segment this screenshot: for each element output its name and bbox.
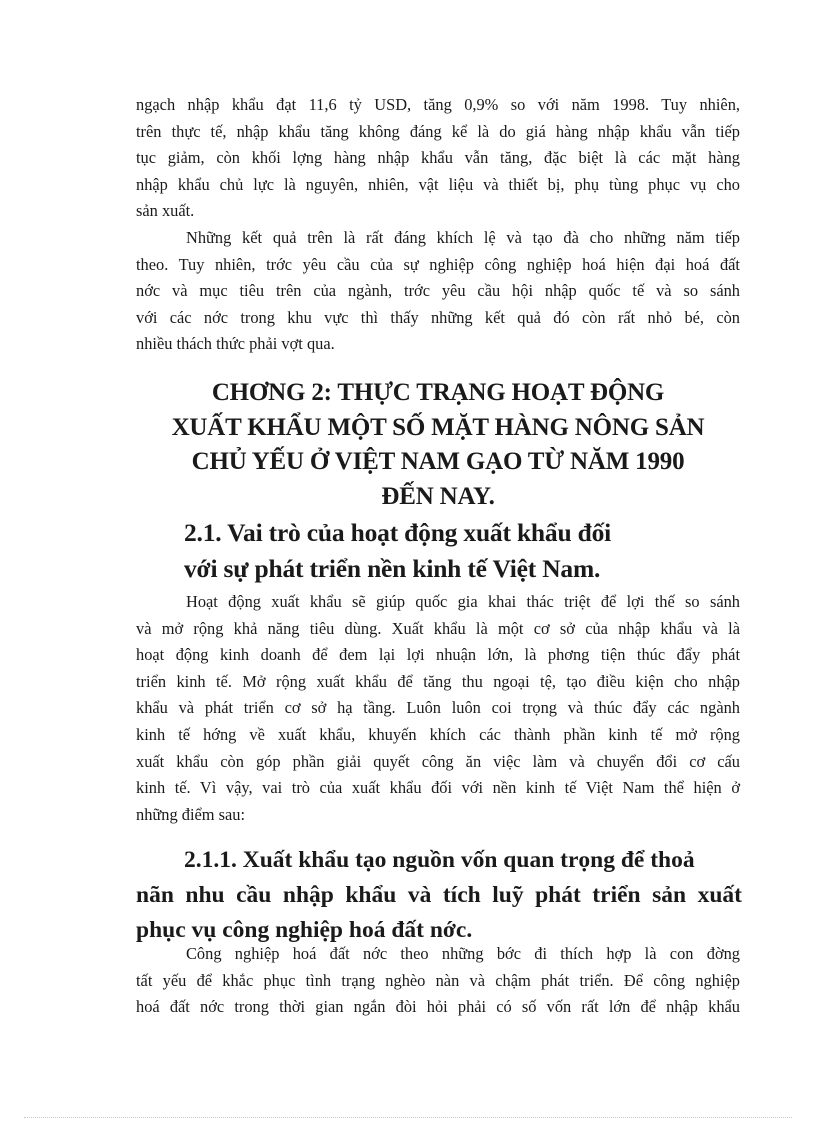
- page-bottom-divider: [24, 1117, 792, 1118]
- paragraph-import-figures: [136, 92, 740, 225]
- chapter-title-line: XUẤT KHẨU MỘT SỐ MẶT HÀNG NÔNG SẢN: [171, 413, 705, 441]
- section-heading-2-1-1: [136, 843, 742, 948]
- text-line: hoạt động kinh doanh để đem lại lợi nhuận lớn, là phơng tiện thúc đẩy phát: [136, 645, 740, 665]
- text-line: trên thực tế, nhập khẩu tăng không đáng kể là do giá hàng nhập khẩu vẫn tiếp: [136, 121, 740, 141]
- chapter-title: [120, 376, 756, 514]
- text-line: nhiều thách thức phải vợt qua.: [136, 334, 335, 354]
- heading-line: phục vụ công nghiệp hoá đất nớc.: [136, 917, 473, 943]
- text-line: khẩu và phát triển cơ sở hạ tầng. Luôn luôn coi trọng và thúc đẩy các ngành: [136, 698, 740, 718]
- text-line: Hoạt động xuất khẩu sẽ giúp quốc gia khai thác triệt để lợi thế so sánh: [186, 592, 740, 611]
- text-line: theo. Tuy nhiên, trớc yêu cầu của sự nghiệp công nghiệp hoá hiện đại hoá đất: [136, 254, 740, 274]
- text-line: hoá đất nớc trong thời gian ngắn đòi hỏi phải có số vốn rất lớn để nhập khẩu: [136, 997, 740, 1017]
- text-line: những điểm sau:: [136, 804, 246, 824]
- text-line: Công nghiệp hoá đất nớc theo những bớc đi thích hợp là con đờng: [186, 944, 740, 963]
- text-line: kinh tế hớng về xuất khẩu, khuyến khích các thành phần kinh tế mở rộng: [136, 724, 740, 744]
- paragraph-encouraging-results: [136, 225, 740, 358]
- text-line: tất yếu để khắc phục tình trạng nghèo nàn và chậm phát triển. Để công nghiệp: [136, 970, 740, 990]
- text-line: ngạch nhập khẩu đạt 11,6 tỷ USD, tăng 0,9% so với năm 1998. Tuy nhiên,: [136, 95, 740, 114]
- heading-line: 2.1. Vai trò của hoạt động xuất khẩu đối: [184, 518, 612, 547]
- chapter-title-line: CHỦ YẾU Ở VIỆT NAM GẠO TỪ NĂM 1990: [191, 448, 685, 475]
- text-line: sản xuất.: [136, 201, 195, 221]
- text-line: kinh tế. Vì vậy, vai trò của xuất khẩu đối với nền kinh tế Việt Nam thể hiện ở: [136, 778, 740, 798]
- heading-line: 2.1.1. Xuất khẩu tạo nguồn vốn quan trọng để thoả: [184, 847, 695, 873]
- chapter-title-line: CHƠNG 2: THỰC TRẠNG HOẠT ĐỘNG: [211, 379, 665, 406]
- chapter-title-line: ĐẾN NAY.: [381, 482, 495, 510]
- text-line: và mở rộng khả năng tiêu dùng. Xuất khẩu là một cơ sở của nhập khẩu và là: [136, 618, 740, 638]
- text-line: nớc và mục tiêu trên của ngành, trớc yêu cầu hội nhập quốc tế và so sánh: [136, 281, 740, 301]
- heading-line: với sự phát triển nền kinh tế Việt Nam.: [184, 554, 601, 583]
- heading-line: nãn nhu cầu nhập khẩu và tích luỹ phát triển sản xuất: [136, 882, 742, 908]
- text-line: tục giảm, còn khối lợng hàng nhập khẩu vẫn tăng, đặc biệt là các mặt hàng: [136, 148, 740, 168]
- text-line: Những kết quả trên là rất đáng khích lệ và tạo đà cho những năm tiếp: [186, 228, 740, 247]
- text-line: xuất khẩu còn góp phần giải quyết công ăn việc làm và chuyển đổi cơ cấu: [136, 751, 740, 771]
- paragraph-industrialization: [136, 941, 740, 1021]
- paragraph-export-role: [136, 589, 740, 828]
- text-line: với các nớc trong khu vực thì thấy những kết quả đó còn rất nhỏ bé, còn: [136, 307, 740, 327]
- section-heading-2-1: [184, 515, 744, 587]
- text-line: triển kinh tế. Mở rộng xuất khẩu để tăng thu ngoại tệ, tạo điều kiện cho nhập: [136, 671, 740, 691]
- text-line: nhập khẩu chủ lực là nguyên, nhiên, vật liệu và thiết bị, phụ tùng phục vụ cho: [136, 174, 740, 194]
